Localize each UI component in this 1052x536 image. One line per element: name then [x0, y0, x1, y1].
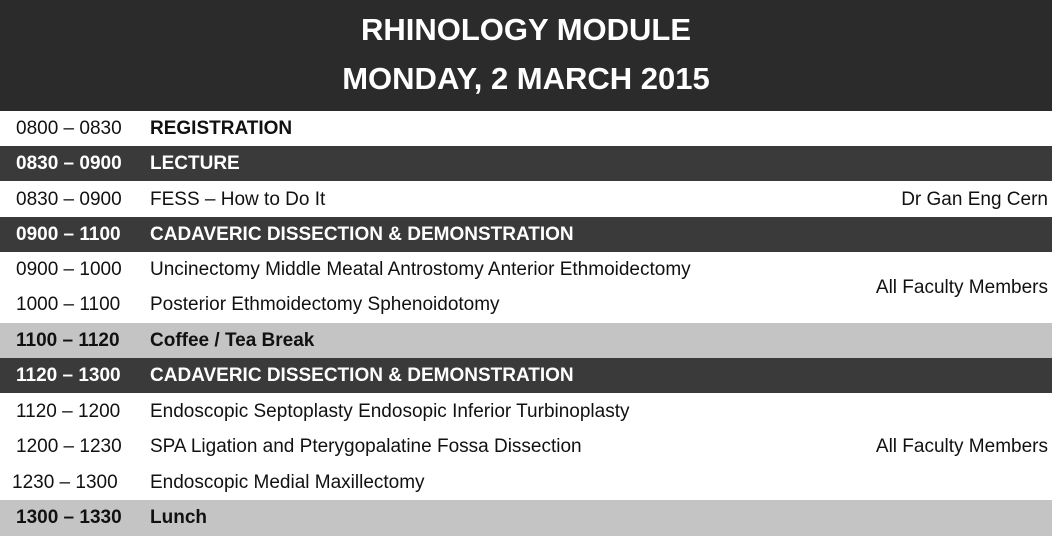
- row-title: Uncinectomy Middle Meatal Antrostomy Anterior Ethmoidectomy: [150, 259, 691, 280]
- row-time: 1120 – 1300: [16, 365, 121, 386]
- row-title: Coffee / Tea Break: [150, 330, 315, 351]
- row-speaker: Dr Gan Eng Cern: [901, 189, 1048, 210]
- schedule-row-fess: [0, 182, 1052, 217]
- module-date: MONDAY, 2 MARCH 2015: [342, 61, 710, 96]
- row-time: 1100 – 1120: [16, 330, 120, 351]
- row-title: CADAVERIC DISSECTION & DEMONSTRATION: [150, 365, 574, 386]
- faculty-label: All Faculty Members: [875, 436, 1048, 457]
- schedule-row-lunch: [0, 500, 1052, 536]
- schedule-row-dissection-header-2: [0, 358, 1052, 393]
- schedule-row-registration: [0, 111, 1052, 146]
- schedule-row-lecture-header: [0, 146, 1052, 181]
- row-title: CADAVERIC DISSECTION & DEMONSTRATION: [150, 224, 574, 245]
- row-title: SPA Ligation and Pterygopalatine Fossa Dissection: [150, 436, 582, 457]
- schedule-row-septoplasty: [0, 394, 1052, 429]
- faculty-label: All Faculty Members: [875, 277, 1048, 298]
- schedule-header: [0, 0, 1052, 111]
- schedule-row-coffee-break: [0, 323, 1052, 358]
- row-time: 1120 – 1200: [16, 401, 121, 422]
- row-title: LECTURE: [150, 153, 240, 174]
- row-time: 0830 – 0900: [16, 189, 122, 210]
- row-title: Endoscopic Medial Maxillectomy: [150, 472, 425, 493]
- row-time: 1200 – 1230: [16, 436, 122, 457]
- row-title: Lunch: [150, 507, 207, 528]
- row-title: Endoscopic Septoplasty Endosopic Inferior Turbinoplasty: [150, 401, 630, 422]
- row-title: REGISTRATION: [150, 118, 293, 139]
- row-time: 1000 – 1100: [16, 294, 121, 315]
- row-time: 0900 – 1000: [16, 259, 122, 280]
- row-time: 0830 – 0900: [16, 153, 122, 174]
- row-time: 0900 – 1100: [16, 224, 121, 245]
- schedule-row-dissection-header-1: [0, 217, 1052, 252]
- row-title: Posterior Ethmoidectomy Sphenoidotomy: [150, 294, 500, 315]
- row-time: 1230 – 1300: [12, 472, 118, 493]
- module-title: RHINOLOGY MODULE: [360, 12, 692, 47]
- row-time: 0800 – 0830: [16, 118, 122, 139]
- row-title: FESS – How to Do It: [150, 189, 326, 210]
- row-time: 1300 – 1330: [16, 507, 122, 528]
- schedule-row-medial-maxillectomy: [0, 465, 1052, 500]
